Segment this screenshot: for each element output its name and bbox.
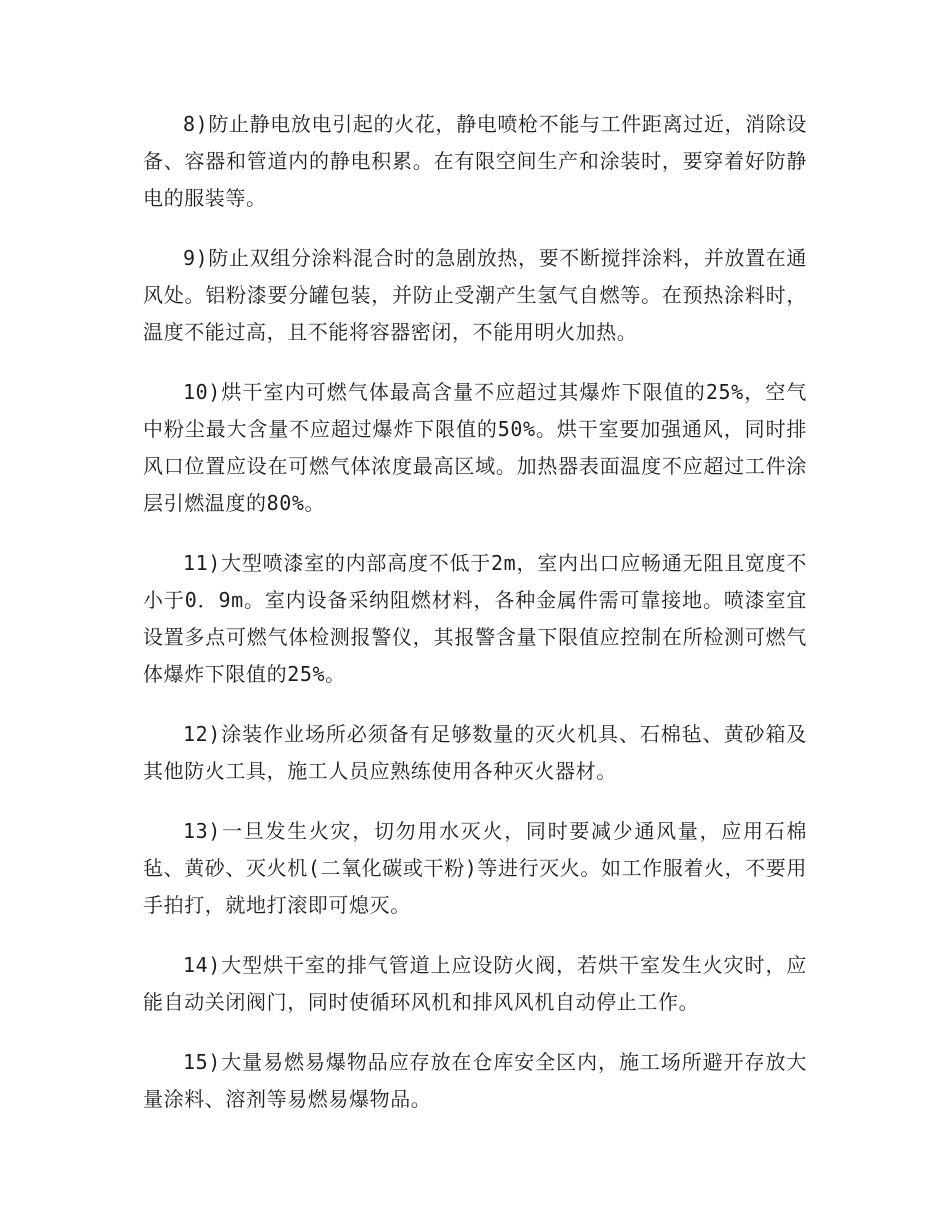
paragraph-13: 13)一旦发生火灾，切勿用水灭火，同时要减少通风量，应用石棉毡、黄砂、灭火机(二氧化碳或干粉)等进行灭火。如工作服着火，不要用手拍打，就地打滚即可熄灭。 [143, 819, 807, 917]
paragraph-10: 10)烘干室内可燃气体最高含量不应超过其爆炸下限值的25%，空气中粉尘最大含量不应超过爆炸下限值的50%。烘干室要加强通风，同时排风口位置应设在可燃气体浓度最高区域。加热器表面温度不应超过工件涂层引燃温度的80%。 [143, 380, 807, 515]
paragraph-14: 14)大型烘干室的排气管道上应设防火阀，若烘干室发生火灾时，应能自动关闭阀门，同时使循环风机和排风风机自动停止工作。 [143, 953, 807, 1014]
document-body [143, 106, 807, 1141]
paragraph-8: 8)防止静电放电引起的火花，静电喷枪不能与工件距离过近，消除设备、容器和管道内的静电积累。在有限空间生产和涂装时，要穿着好防静电的服装等。 [143, 112, 807, 210]
paragraph-9: 9)防止双组分涂料混合时的急剧放热，要不断搅拌涂料，并放置在通风处。铝粉漆要分罐包装，并防止受潮产生氢气自燃等。在预热涂料时，温度不能过高，且不能将容器密闭，不能用明火加热。 [143, 246, 807, 344]
paragraph-15: 15)大量易燃易爆物品应存放在仓库安全区内，施工场所避开存放大量涂料、溶剂等易燃易爆物品。 [143, 1050, 807, 1111]
paragraph-11: 11)大型喷漆室的内部高度不低于2m，室内出口应畅通无阻且宽度不小于0．9m。室内设备采纳阻燃材料，各种金属件需可靠接地。喷漆室宜设置多点可燃气体检测报警仪，其报警含量下限值应控制在所检测可燃气体爆炸下限值的25%。 [143, 551, 807, 686]
paragraph-12: 12)涂装作业场所必须备有足够数量的灭火机具、石棉毡、黄砂箱及其他防火工具，施工人员应熟练使用各种灭火器材。 [143, 722, 807, 783]
